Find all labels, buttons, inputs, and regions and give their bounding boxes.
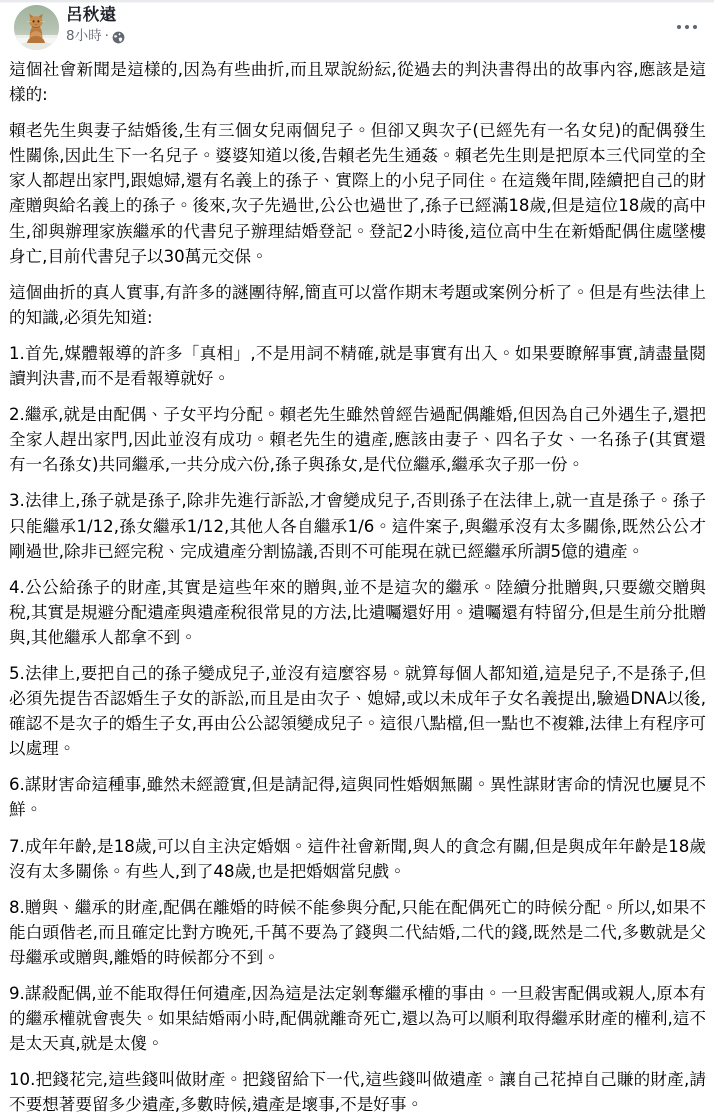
more-dot-1: [677, 25, 681, 29]
post-meta: [66, 27, 125, 45]
post-paragraph: 4.公公給孫子的財產,其實是這些年來的贈與,並不是這次的繼承。陸續分批贈與,只要繳交贈與稅,其實是規避分配遺產與遺產稅很常見的方法,比遺囑還好用。遺囑還有特留分,但是生前分批贈與,其他繼承人都拿不到。: [9, 577, 706, 647]
post-paragraph: 8.贈與、繼承的財產,配偶在離婚的時候不能參與分配,只能在配偶死亡的時候分配。所以,如果不能白頭偕老,而且確定比對方晚死,千萬不要為了錢與二代結婚,二代的錢,既然是二代,多數就是父母繼承或贈與,離婚的時候都分不到。: [9, 897, 706, 967]
post-paragraph: 3.法律上,孫子就是孫子,除非先進行訴訟,才會變成兒子,否則孫子在法律上,就一直是孫子。孫子只能繼承1/12,孫女繼承1/12,其他人各自繼承1/6。這件案子,與繼承沒有太多關係,既然公公才剛過世,除非已經完稅、完成遺產分割協議,否則不可能現在就已經繼承所謂5億的遺產。: [9, 491, 706, 561]
post-paragraph: 5.法律上,要把自己的孫子變成兒子,並沒有這麼容易。就算每個人都知道,這是兒子,不是孫子,但必須先提告否認婚生子女的訴訟,而且是由次子、媳婦,或以未成年子女名義提出,驗過DNA以後,確認不是次子的婚生子女,再由公公認領變成兒子。這很八點檔,但一點也不複雜,法律上有程序可以處理。: [9, 663, 706, 759]
post-paragraph: 6.謀財害命這種事,雖然未經證實,但是請記得,這與同性婚姻無關。異性謀財害命的情況也屢見不鮮。: [9, 775, 706, 820]
avatar[interactable]: [14, 5, 59, 50]
post-paragraph: 9.謀殺配偶,並不能取得任何遺產,因為這是法定剝奪繼承權的事由。一旦殺害配偶或親人,原本有的繼承權就會喪失。如果結婚兩小時,配偶就離奇死亡,還以為可以順利取得繼承財產的權利,這不是太天真,就是太傻。: [9, 984, 706, 1054]
post-paragraph: 1.首先,媒體報導的許多「真相」,不是用詞不精確,就是事實有出入。如果要瞭解事實,請盡量閱讀判決書,而不是看報導就好。: [9, 343, 706, 389]
post-paragraph: 這個社會新聞是這樣的,因為有些曲折,而且眾說紛紜,從過去的判決書得出的故事內容,應該是這樣的:: [9, 60, 706, 105]
post-body: [0, 57, 714, 1117]
post-paragraph: 10.把錢花完,這些錢叫做財產。把錢留給下一代,這些錢叫做遺產。讓自己花掉自己賺的財產,請不要想著要留多少遺產,多數時候,遺產是壞事,不是好事。: [9, 1070, 706, 1115]
post-paragraph: 7.成年年齡,是18歲,可以自主決定婚姻。這件社會新聞,與人的貪念有關,但是與成年年齡是18歲沒有太多關係。有些人,到了48歲,也是把婚姻當兒戲。: [9, 836, 706, 881]
globe-icon[interactable]: [112, 31, 125, 44]
meta-separator: ·: [104, 28, 109, 44]
more-dot-2: [685, 25, 689, 29]
author-block: [66, 4, 125, 45]
author-name[interactable]: 呂秋遠: [66, 5, 117, 24]
post-header: [0, 3, 714, 53]
post-paragraph: 賴老先生與妻子結婚後,生有三個女兒兩個兒子。但卻又與次子(已經先有一名女兒)的配偶發生性關係,因此生下一名兒子。婆婆知道以後,告賴老先生通姦。賴老先生則是把原本三代同堂的全家人都趕出家門,跟媳婦,還有名義上的孫子、實際上的小兒子同住。在這幾年間,陸續把自己的財產贈與給名義上的孫子。後來,次子先過世,公公也過世了,孫子已經滿18歲,但是這位18歲的高中生,卻與辦理家族繼承的代書兒子辦理結婚登記。登記2小時後,這位高中生在新婚配偶住處墜樓身亡,目前代書兒子以30萬元交保。: [9, 121, 706, 266]
post-paragraph: 這個曲折的真人實事,有許多的謎團待解,簡直可以當作期末考題或案例分析了。但是有些法律上的知識,必須先知道:: [9, 282, 706, 327]
post-paragraph: 2.繼承,就是由配偶、子女平均分配。賴老先生雖然曾經告過配偶離婚,但因為自己外遇生子,還把全家人趕出家門,因此並沒有成功。賴老先生的遺產,應該由妻子、四名子女、一名孫子(其實還有一名孫女)共同繼承,一共分成六份,孫子與孫女,是代位繼承,繼承次子那一份。: [9, 405, 706, 475]
post-more-options-button[interactable]: [670, 15, 704, 39]
avatar-cat-photo: [14, 5, 59, 50]
post-timestamp[interactable]: 8小時: [66, 28, 102, 44]
more-dot-3: [693, 25, 697, 29]
